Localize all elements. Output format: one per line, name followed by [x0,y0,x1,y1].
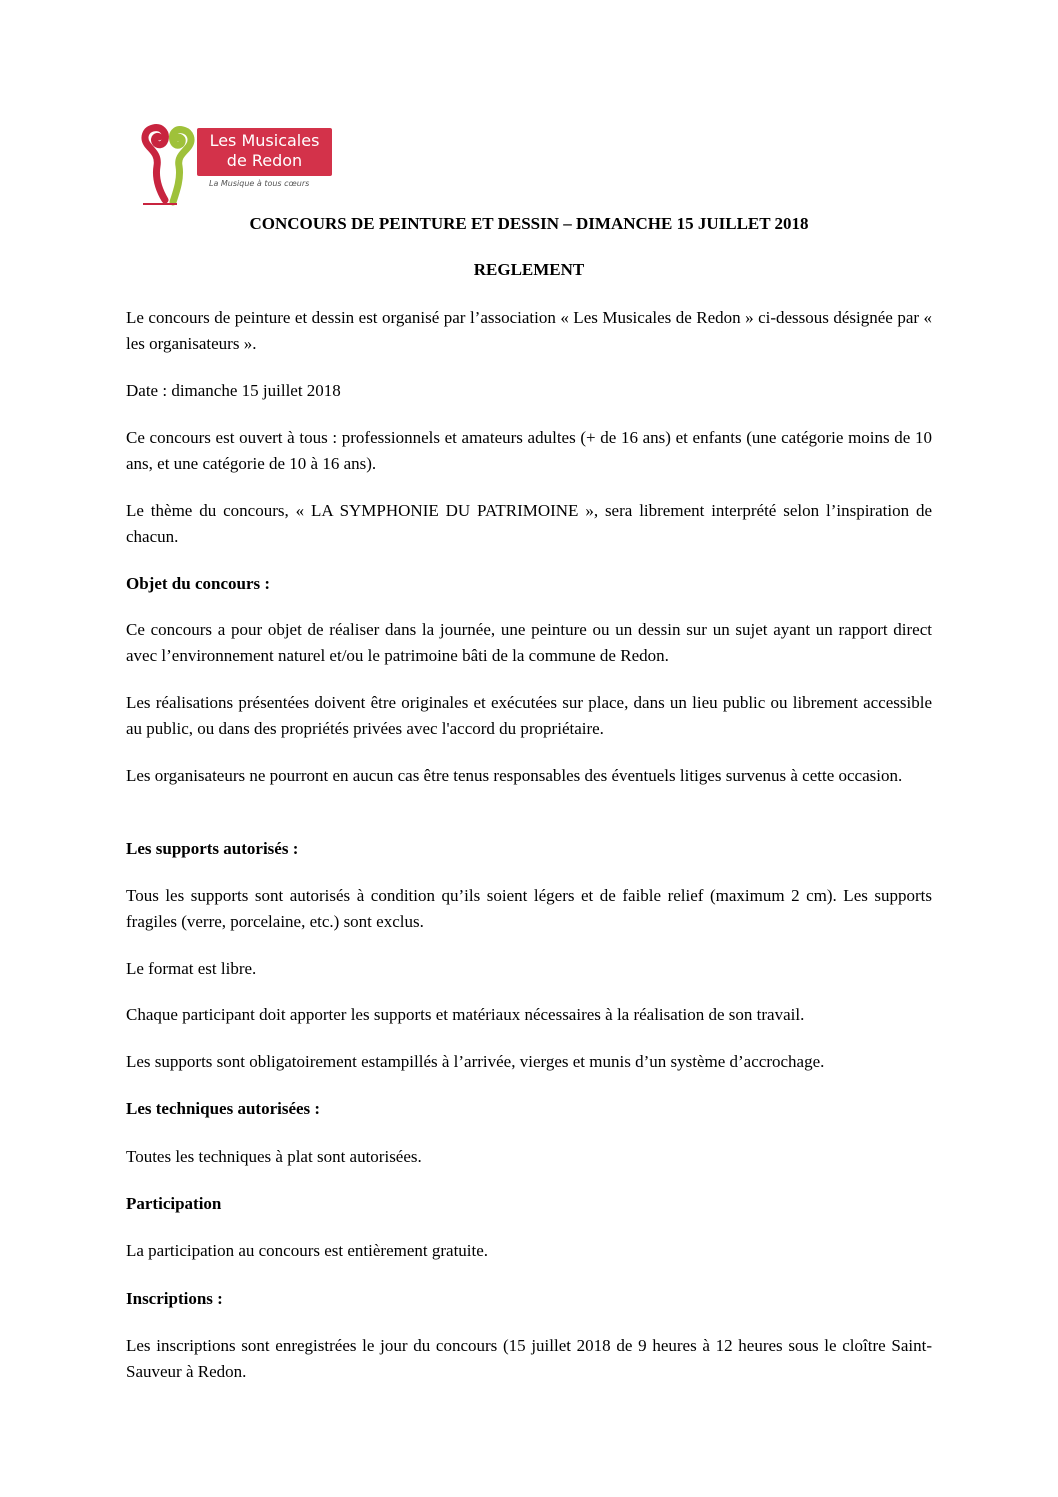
section-heading-participation: Participation [126,1194,222,1213]
supports-paragraph-2: Le format est libre. [126,959,257,978]
section-heading-objet: Objet du concours : [126,574,271,593]
supports-paragraph-3: Chaque participant doit apporter les supports et matériaux nécessaires à la réalisation de son travail. [126,1005,805,1024]
open-to-paragraph: Ce concours est ouvert à tous : professionnels et amateurs adultes (+ de 16 ans) et enfants (une catégorie moins de 10 ans, et une catégorie de 10 à 16 ans). [126,428,932,473]
objet-paragraph-3: Les organisateurs ne pourront en aucun cas être tenus responsables des éventuels litiges survenus à cette occasion. [126,766,903,785]
inscriptions-paragraph-1: Les inscriptions sont enregistrées le jour du concours (15 juillet 2018 de 9 heures à 12 heures sous le cloître Saint-Sauveur à Redon. [126,1336,932,1381]
logo-line-1: Les Musicales [209,131,320,150]
document-subtitle: REGLEMENT [473,260,585,279]
logo [137,120,337,206]
supports-paragraph-4: Les supports sont obligatoirement estampillés à l’arrivée, vierges et munis d’un système d’accrochage. [126,1052,825,1071]
intro-paragraph: Le concours de peinture et dessin est organisé par l’association « Les Musicales de Redon » ci-dessous désignée par « les organisateurs ». [126,308,932,353]
objet-paragraph-1: Ce concours a pour objet de réaliser dans la journée, une peinture ou un dessin sur un sujet ayant un rapport direct avec l’environnement naturel et/ou le patrimoine bâti de la commune de Redon. [126,620,932,665]
logo-line-2: de Redon [226,151,303,170]
date-paragraph: Date : dimanche 15 juillet 2018 [126,381,341,400]
supports-paragraph-1: Tous les supports sont autorisés à condition qu’ils soient légers et de faible relief (maximum 2 cm). Les supports fragiles (verre, porcelaine, etc.) sont exclus. [126,886,932,931]
section-heading-supports: Les supports autorisés : [126,839,299,858]
techniques-paragraph-1: Toutes les techniques à plat sont autorisées. [126,1147,422,1166]
participation-paragraph-1: La participation au concours est entièrement gratuite. [126,1241,489,1260]
objet-paragraph-2: Les réalisations présentées doivent être originales et exécutées sur place, dans un lieu public ou librement accessible au public, ou dans des propriétés privées avec l'accord du propriétaire. [126,693,932,738]
logo-title-box [197,128,332,176]
theme-paragraph: Le thème du concours, « LA SYMPHONIE DU PATRIMOINE », sera librement interprété selon l’inspiration de chacun. [126,501,932,546]
section-heading-inscriptions: Inscriptions : [126,1289,223,1308]
section-heading-techniques: Les techniques autorisées : [126,1099,321,1118]
document-title: CONCOURS DE PEINTURE ET DESSIN – DIMANCHE 15 JUILLET 2018 [249,214,809,233]
logo-tagline: La Musique à tous cœurs [209,179,310,188]
